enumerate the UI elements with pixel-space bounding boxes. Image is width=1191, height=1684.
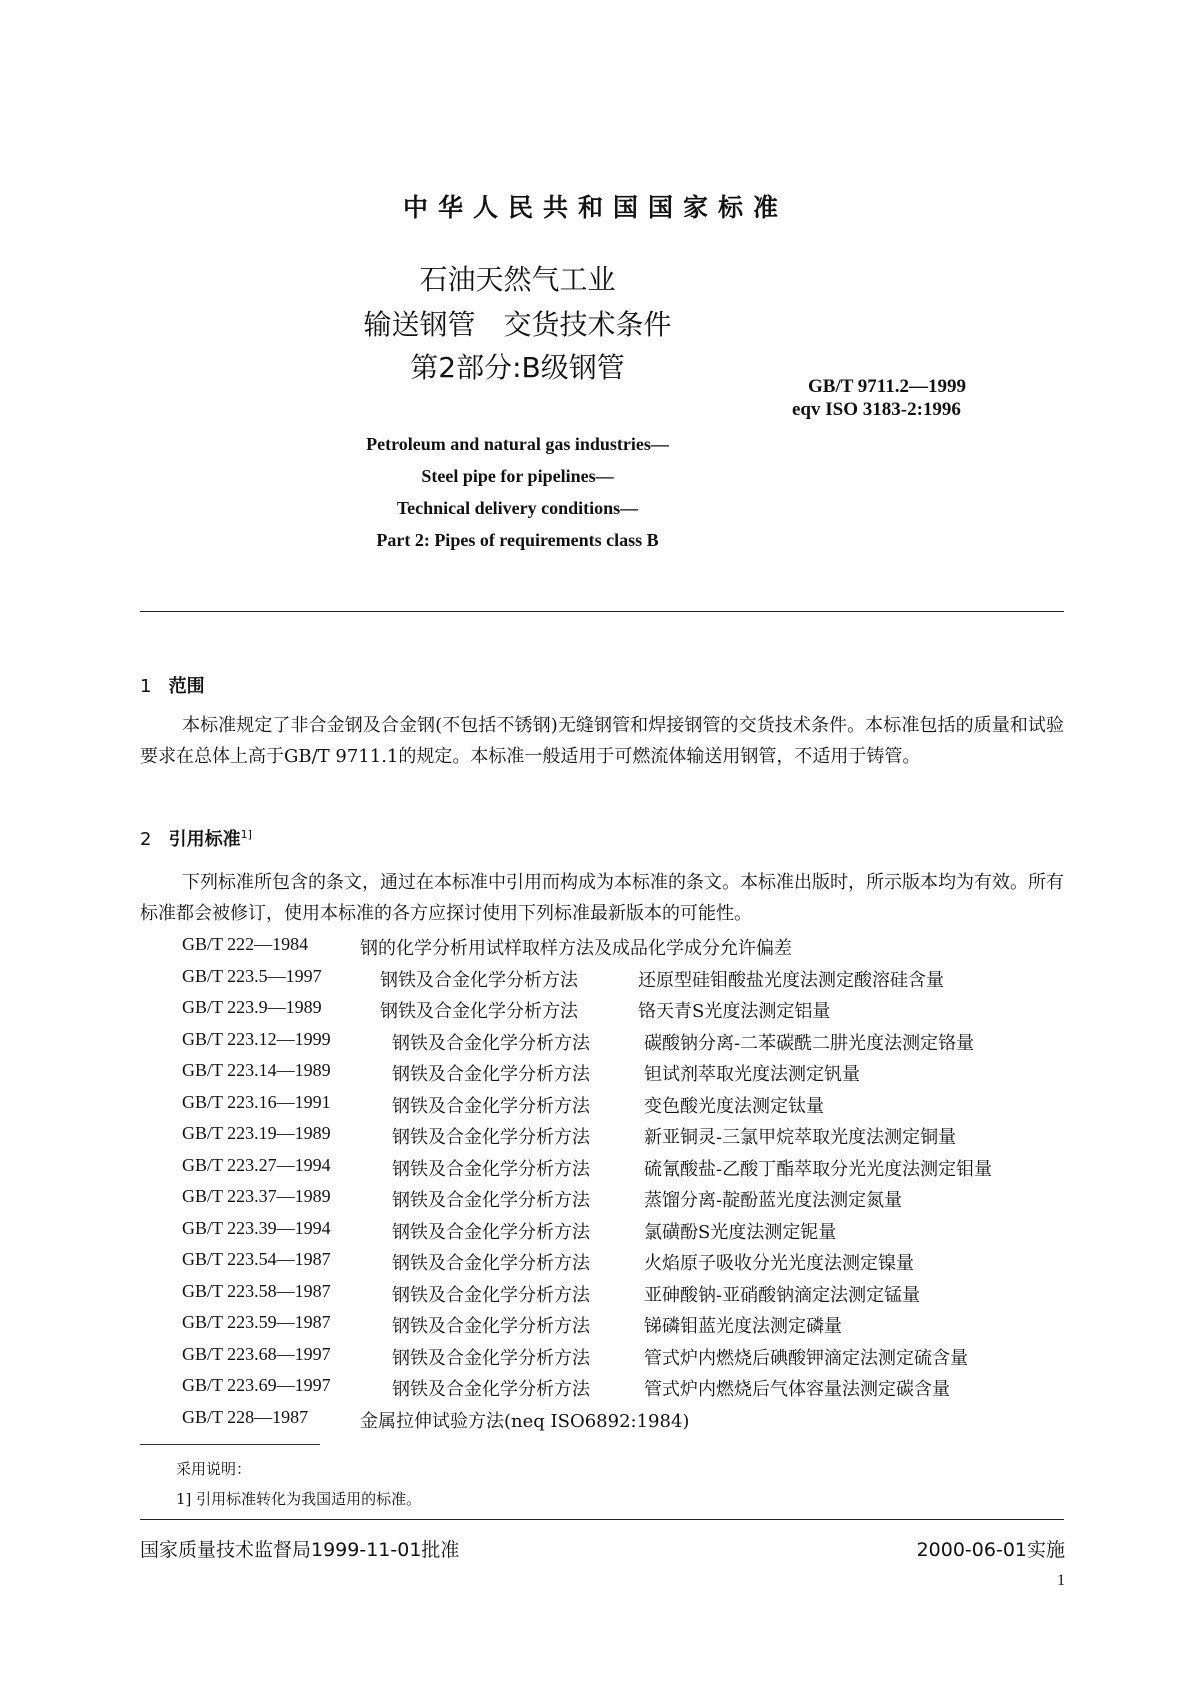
page-number: 1	[1057, 1572, 1065, 1589]
reference-method: 碳酸钠分离-二苯碳酰二肼光度法测定铬量	[644, 1033, 975, 1054]
section1-number: 1	[140, 676, 152, 697]
standard-code: GB/T 9711.2—1999	[808, 376, 967, 397]
title-en-line4: Part 2: Pipes of requirements class B	[376, 530, 659, 550]
footnote-heading: 采用说明：	[176, 1460, 252, 1478]
reference-title: 钢铁及合金化学分析方法	[392, 1190, 590, 1211]
reference-title: 钢的化学分析用试样取样方法及成品化学成分允许偏差	[360, 938, 792, 959]
reference-method: 管式炉内燃烧后气体容量法测定碳含量	[644, 1379, 950, 1400]
header-divider	[140, 611, 1064, 612]
reference-title: 钢铁及合金化学分析方法	[392, 1316, 590, 1337]
reference-code: GB/T 223.14—1989	[182, 1060, 331, 1080]
reference-row	[182, 1155, 992, 1181]
reference-method: 火焰原子吸收分光光度法测定镍量	[644, 1253, 914, 1274]
reference-title: 钢铁及合金化学分析方法	[392, 1127, 590, 1148]
reference-method: 硫氰酸盐-乙酸丁酯萃取分光光度法测定钼量	[644, 1159, 993, 1180]
reference-code: GB/T 223.39—1994	[182, 1218, 331, 1238]
reference-code: GB/T 223.16—1991	[182, 1092, 331, 1112]
reference-method: 变色酸光度法测定钛量	[644, 1096, 824, 1117]
reference-row	[182, 1344, 968, 1370]
reference-code: GB/T 223.19—1989	[182, 1123, 331, 1143]
footnote-text: 1] 引用标准转化为我国适用的标准。	[176, 1490, 422, 1508]
reference-title: 钢铁及合金化学分析方法	[392, 1033, 590, 1054]
reference-code: GB/T 223.5—1997	[182, 966, 322, 986]
national-standard-header: 中华人民共和国国家标准	[402, 193, 788, 222]
reference-row	[182, 1407, 689, 1433]
reference-code: GB/T 223.59—1987	[182, 1312, 331, 1332]
reference-title: 钢铁及合金化学分析方法	[392, 1159, 590, 1180]
section2-heading	[140, 825, 252, 851]
reference-code: GB/T 223.58—1987	[182, 1281, 331, 1301]
reference-row	[182, 1218, 836, 1244]
reference-method: 铬天青S光度法测定铝量	[638, 1001, 831, 1022]
title-en-line3: Technical delivery conditions—	[396, 498, 639, 518]
reference-row	[182, 1123, 956, 1149]
title-en-line1: Petroleum and natural gas industries—	[366, 434, 669, 454]
reference-row	[182, 1249, 914, 1275]
reference-method: 锑磷钼蓝光度法测定磷量	[644, 1316, 842, 1337]
reference-title: 钢铁及合金化学分析方法	[392, 1285, 590, 1306]
reference-row	[182, 966, 944, 992]
reference-code: GB/T 223.12—1999	[182, 1029, 331, 1049]
section2-number: 2	[140, 829, 152, 850]
implementation-date: 2000-06-01实施	[916, 1539, 1065, 1561]
reference-method: 亚砷酸钠-亚硝酸钠滴定法测定锰量	[644, 1285, 921, 1306]
reference-code: GB/T 223.9—1989	[182, 997, 322, 1017]
title-cn-line2: 输送钢管 交货技术条件	[363, 308, 672, 341]
footnote-rule	[140, 1444, 320, 1445]
footer-divider	[140, 1519, 1064, 1520]
reference-row	[182, 1281, 920, 1307]
reference-method: 钽试剂萃取光度法测定钒量	[644, 1064, 860, 1085]
section1-title: 范围	[168, 676, 205, 697]
reference-title: 钢铁及合金化学分析方法	[380, 970, 578, 991]
reference-row	[182, 1060, 860, 1086]
reference-title: 钢铁及合金化学分析方法	[392, 1096, 590, 1117]
approval-info: 国家质量技术监督局1999-11-01批准	[140, 1539, 460, 1561]
reference-title: 金属拉伸试验方法(neq ISO6892:1984)	[360, 1411, 690, 1432]
reference-title: 钢铁及合金化学分析方法	[392, 1222, 590, 1243]
section2-title: 引用标准	[168, 829, 241, 850]
equivalent-standard: eqv ISO 3183-2:1996	[792, 399, 961, 420]
reference-code: GB/T 223.68—1997	[182, 1344, 331, 1364]
section1-heading	[140, 672, 205, 698]
title-cn-line3: 第2部分:B级钢管	[410, 351, 625, 384]
reference-code: GB/T 223.69—1997	[182, 1375, 331, 1395]
reference-method: 蒸馏分离-靛酚蓝光度法测定氮量	[644, 1190, 903, 1211]
reference-code: GB/T 223.27—1994	[182, 1155, 331, 1175]
reference-row	[182, 1312, 842, 1338]
reference-method: 氯磺酚S光度法测定铌量	[644, 1222, 837, 1243]
reference-code: GB/T 223.37—1989	[182, 1186, 331, 1206]
reference-row	[182, 1375, 950, 1401]
reference-row	[182, 1186, 902, 1212]
reference-title: 钢铁及合金化学分析方法	[392, 1064, 590, 1085]
reference-title: 钢铁及合金化学分析方法	[392, 1379, 590, 1400]
title-cn-line1: 石油天然气工业	[419, 263, 616, 296]
reference-code: GB/T 223.54—1987	[182, 1249, 331, 1269]
reference-method: 还原型硅钼酸盐光度法测定酸溶硅含量	[638, 970, 944, 991]
reference-title: 钢铁及合金化学分析方法	[380, 1001, 578, 1022]
reference-row	[182, 1092, 824, 1118]
reference-title: 钢铁及合金化学分析方法	[392, 1348, 590, 1369]
reference-row	[182, 997, 830, 1023]
reference-code: GB/T 228—1987	[182, 1407, 309, 1427]
reference-method: 新亚铜灵-三氯甲烷萃取光度法测定铜量	[644, 1127, 957, 1148]
section2-body: 下列标准所包含的条文，通过在本标准中引用而构成为本标准的条文。本标准出版时，所示版本均为有效。所有标准都会被修订，使用本标准的各方应探讨使用下列标准最新版本的可能性。	[140, 872, 1064, 924]
reference-method: 管式炉内燃烧后碘酸钾滴定法测定硫含量	[644, 1348, 968, 1369]
section2-footnote-mark: 1]	[240, 828, 252, 841]
reference-code: GB/T 222—1984	[182, 934, 309, 954]
reference-row	[182, 1029, 974, 1055]
title-en-line2: Steel pipe for pipelines—	[421, 466, 614, 486]
section1-body: 本标准规定了非合金钢及合金钢(不包括不锈钢)无缝钢管和焊接钢管的交货技术条件。本标准包括的质量和试验要求在总体上高于GB/T 9711.1的规定。本标准一般适用于可燃流体输送用钢管，不适用于铸管。	[140, 715, 1064, 767]
reference-title: 钢铁及合金化学分析方法	[392, 1253, 590, 1274]
reference-row	[182, 934, 792, 960]
